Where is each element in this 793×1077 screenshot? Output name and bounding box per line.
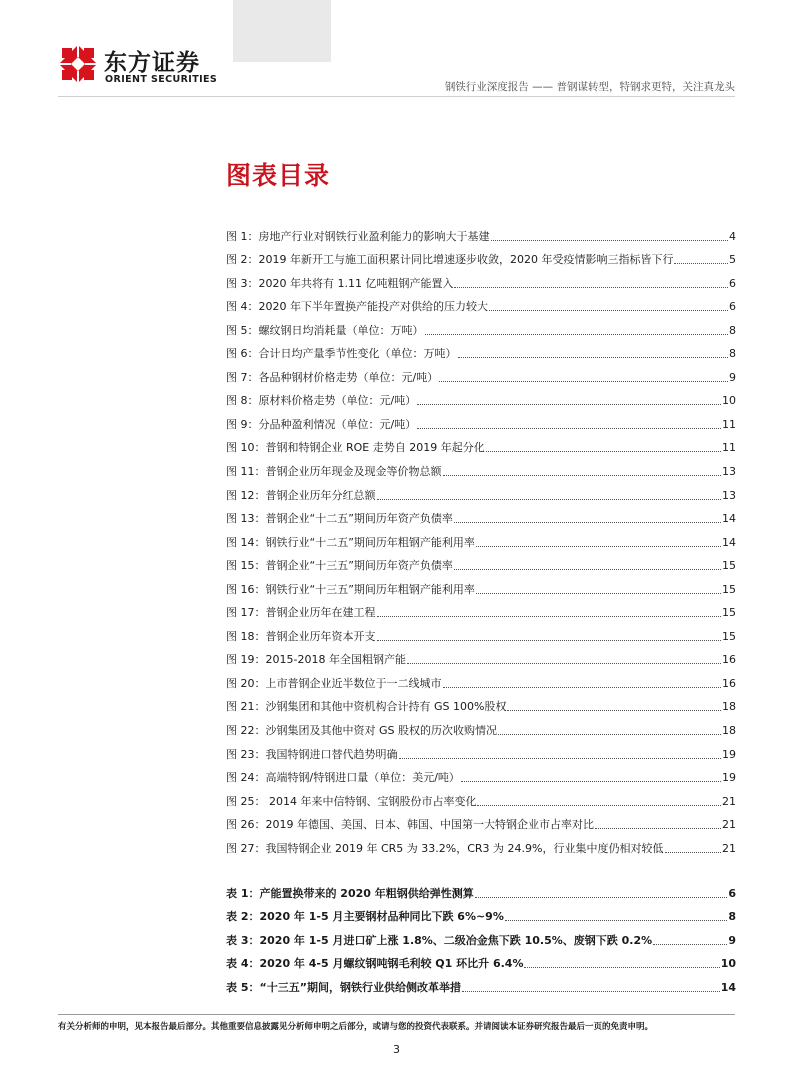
figure-entry-page: 4 xyxy=(729,229,736,243)
dot-leader xyxy=(524,967,719,968)
figure-entry[interactable] xyxy=(226,267,736,291)
figure-entry-page: 11 xyxy=(722,417,736,431)
figure-entry-page: 16 xyxy=(722,653,736,667)
figure-entry[interactable] xyxy=(226,832,736,856)
figure-entry[interactable] xyxy=(226,220,736,244)
figure-entry-page: 21 xyxy=(722,818,736,832)
dot-leader xyxy=(476,593,721,594)
dot-leader xyxy=(377,499,722,500)
report-subtitle: 钢铁行业深度报告 —— 普钢谋转型，特钢求更特，关注真龙头 xyxy=(444,81,735,93)
table-entry-page: 9 xyxy=(728,933,736,947)
dot-leader xyxy=(407,663,721,664)
dot-leader xyxy=(491,240,729,241)
figure-entry-page: 14 xyxy=(722,535,736,549)
figure-entry[interactable] xyxy=(226,503,736,527)
table-entry-label: 表 5：“十三五”期间，钢铁行业供给侧改革举措 xyxy=(226,980,461,994)
dot-leader xyxy=(507,710,721,711)
figure-entry[interactable] xyxy=(226,385,736,409)
figure-entry-label: 图 15：普钢企业“十三五”期间历年资产负债率 xyxy=(226,559,453,573)
figure-entry-label: 图 14：钢铁行业“十二五”期间历年粗钢产能利用率 xyxy=(226,535,475,549)
figure-entry-page: 9 xyxy=(729,370,736,384)
figure-entry-label: 图 8：原材料价格走势（单位：元/吨） xyxy=(226,394,417,408)
dot-leader xyxy=(486,451,721,452)
dot-leader xyxy=(439,381,728,382)
figure-entry-label: 图 21：沙钢集团和其他中资机构合计持有 GS 100%股权 xyxy=(226,700,507,714)
table-entry-label: 表 3：2020 年 1-5 月进口矿上涨 1.8%、二级冶金焦下跌 10.5%、废钢下跌 0.2% xyxy=(226,933,653,947)
figure-entry[interactable] xyxy=(226,455,736,479)
dot-leader xyxy=(674,263,728,264)
dot-leader xyxy=(476,546,721,547)
dot-leader xyxy=(489,310,728,311)
figure-entry-page: 10 xyxy=(722,394,736,408)
dot-leader xyxy=(477,805,721,806)
figure-entry[interactable] xyxy=(226,597,736,621)
figure-entry-page: 15 xyxy=(722,559,736,573)
figure-entry-page: 15 xyxy=(722,582,736,596)
figure-entry[interactable] xyxy=(226,338,736,362)
figure-entry-label: 图 26：2019 年德国、美国、日本、韩国、中国第一大特钢企业市占率对比 xyxy=(226,818,594,832)
figure-entry-label: 图 17：普钢企业历年在建工程 xyxy=(226,606,376,620)
dot-leader xyxy=(443,475,722,476)
figure-entry-page: 19 xyxy=(722,747,736,761)
figure-entry-label: 图 19：2015-2018 年全国粗钢产能 xyxy=(226,653,406,667)
dot-leader xyxy=(475,897,728,898)
figure-entry-page: 14 xyxy=(722,512,736,526)
table-entry[interactable] xyxy=(226,901,736,925)
figure-entry-label: 图 7：各品种钢材价格走势（单位：元/吨） xyxy=(226,370,439,384)
figure-entry-page: 21 xyxy=(722,841,736,855)
figure-entry-page: 18 xyxy=(722,724,736,738)
figure-entry-label: 图 24：高端特钢/特钢进口量（单位：美元/吨） xyxy=(226,771,460,785)
dot-leader xyxy=(595,828,721,829)
figure-entry-page: 18 xyxy=(722,700,736,714)
figure-entry[interactable] xyxy=(226,620,736,644)
header-grey-bar xyxy=(233,0,331,62)
figure-entry-page: 8 xyxy=(729,323,736,337)
figure-entry-label: 图 4：2020 年下半年置换产能投产对供给的压力较大 xyxy=(226,300,488,314)
dot-leader xyxy=(377,616,722,617)
table-entry-label: 表 2：2020 年 1-5 月主要钢材品种同比下跌 6%~9% xyxy=(226,910,504,923)
figure-entry-page: 21 xyxy=(722,794,736,808)
figure-entry[interactable] xyxy=(226,244,736,268)
figure-entry-label: 图 20：上市普钢企业近半数位于一二线城市 xyxy=(226,676,442,690)
figure-entry-label: 图 27：我国特钢企业 2019 年 CR5 为 33.2%，CR3 为 24.9%，行业集中度仍相对较低 xyxy=(226,841,664,855)
figure-entry-page: 6 xyxy=(729,300,736,314)
dot-leader xyxy=(498,734,721,735)
table-list xyxy=(226,877,736,995)
figure-entry-page: 11 xyxy=(722,441,736,455)
dot-leader xyxy=(458,357,729,358)
table-entry-label: 表 1：产能置换带来的 2020 年粗钢供给弹性测算 xyxy=(226,886,474,900)
figure-entry-label: 图 23：我国特钢进口替代趋势明确 xyxy=(226,747,398,761)
figure-entry-page: 5 xyxy=(729,253,736,267)
figure-entry[interactable] xyxy=(226,809,736,833)
dot-leader xyxy=(454,569,721,570)
figure-entry[interactable] xyxy=(226,738,736,762)
figure-entry[interactable] xyxy=(226,785,736,809)
figure-entry[interactable] xyxy=(226,361,736,385)
table-entry-page: 8 xyxy=(728,910,736,923)
figure-entry-label: 图 3：2020 年共将有 1.11 亿吨粗钢产能置入 xyxy=(226,276,454,290)
table-entry[interactable] xyxy=(226,971,736,995)
table-entry-page: 10 xyxy=(720,957,736,970)
figure-entry-label: 图 6：合计日均产量季节性变化（单位：万吨） xyxy=(226,347,457,361)
footer-disclaimer: 有关分析师的申明，见本报告最后部分。其他重要信息披露见分析师申明之后部分，或请与您的投资代表联系。并请阅读本证券研究报告最后一页的免责申明。 xyxy=(58,1022,654,1032)
figure-entry[interactable] xyxy=(226,432,736,456)
figure-entry-label: 图 10：普钢和特钢企业 ROE 走势自 2019 年起分化 xyxy=(226,441,485,455)
dot-leader xyxy=(417,428,721,429)
figure-entry-label: 图 12：普钢企业历年分红总额 xyxy=(226,488,376,502)
figure-entry-label: 图 18：普钢企业历年资本开支 xyxy=(226,629,376,643)
dot-leader xyxy=(399,758,722,759)
figure-entry-label: 图 25： 2014 年来中信特钢、宝钢股份市占率变化 xyxy=(226,794,477,808)
dot-leader xyxy=(461,781,721,782)
figure-list xyxy=(226,220,736,856)
figure-entry-label: 图 16：钢铁行业“十三五”期间历年粗钢产能利用率 xyxy=(226,582,475,596)
dot-leader xyxy=(417,404,721,405)
figure-entry-label: 图 11：普钢企业历年现金及现金等价物总额 xyxy=(226,465,442,479)
dot-leader xyxy=(443,687,722,688)
table-entry-label: 表 4：2020 年 4-5 月螺纹钢吨钢毛利较 Q1 环比升 6.4% xyxy=(226,957,524,970)
table-entry[interactable] xyxy=(226,948,736,972)
figure-entry[interactable] xyxy=(226,550,736,574)
logo-chinese-name: 东方证券 xyxy=(104,50,200,76)
table-entry-page: 14 xyxy=(720,980,736,994)
dot-leader xyxy=(653,944,727,945)
dot-leader xyxy=(454,287,728,288)
company-logo xyxy=(58,40,218,90)
figure-entry-page: 19 xyxy=(722,771,736,785)
table-entry[interactable] xyxy=(226,924,736,948)
figure-entry-page: 13 xyxy=(722,488,736,502)
logo-english-name: ORIENT SECURITIES xyxy=(105,74,218,85)
page-title: 图表目录 xyxy=(226,161,331,190)
figure-entry-page: 8 xyxy=(729,347,736,361)
figure-entry-label: 图 9：分品种盈利情况（单位：元/吨） xyxy=(226,417,417,431)
figure-entry-label: 图 22：沙钢集团及其他中资对 GS 股权的历次收购情况 xyxy=(226,724,497,738)
figure-entry[interactable] xyxy=(226,314,736,338)
dot-leader xyxy=(505,920,727,921)
footer-divider xyxy=(58,1014,735,1015)
dot-leader xyxy=(425,334,729,335)
dot-leader xyxy=(665,852,722,853)
figure-entry-label: 图 13：普钢企业“十二五”期间历年资产负债率 xyxy=(226,512,453,526)
figure-entry[interactable] xyxy=(226,762,736,786)
table-entry[interactable] xyxy=(226,877,736,901)
figure-entry-page: 13 xyxy=(722,465,736,479)
header-divider xyxy=(58,96,735,97)
figure-entry[interactable] xyxy=(226,573,736,597)
figure-entry[interactable] xyxy=(226,691,736,715)
figure-entry-label: 图 5：螺纹钢日均消耗量（单位：万吨） xyxy=(226,323,424,337)
figure-entry[interactable] xyxy=(226,526,736,550)
figure-entry[interactable] xyxy=(226,714,736,738)
figure-entry[interactable] xyxy=(226,644,736,668)
figure-entry-label: 图 1：房地产行业对钢铁行业盈利能力的影响大于基建 xyxy=(226,229,490,243)
figure-entry-page: 15 xyxy=(722,629,736,643)
figure-entry-page: 16 xyxy=(722,676,736,690)
page-number: 3 xyxy=(393,1043,400,1056)
figure-entry-page: 15 xyxy=(722,606,736,620)
dot-leader xyxy=(454,522,721,523)
figure-entry[interactable] xyxy=(226,408,736,432)
figure-entry[interactable] xyxy=(226,667,736,691)
dot-leader xyxy=(377,640,722,641)
orient-logo-icon xyxy=(58,44,98,84)
dot-leader xyxy=(462,991,720,992)
figure-entry-label: 图 2：2019 年新开工与施工面积累计同比增速逐步收敛，2020 年受疫情影响三指标皆下行 xyxy=(226,253,674,267)
table-entry-page: 6 xyxy=(728,886,736,900)
figure-entry-page: 6 xyxy=(729,276,736,290)
figure-entry[interactable] xyxy=(226,291,736,315)
figure-entry[interactable] xyxy=(226,479,736,503)
